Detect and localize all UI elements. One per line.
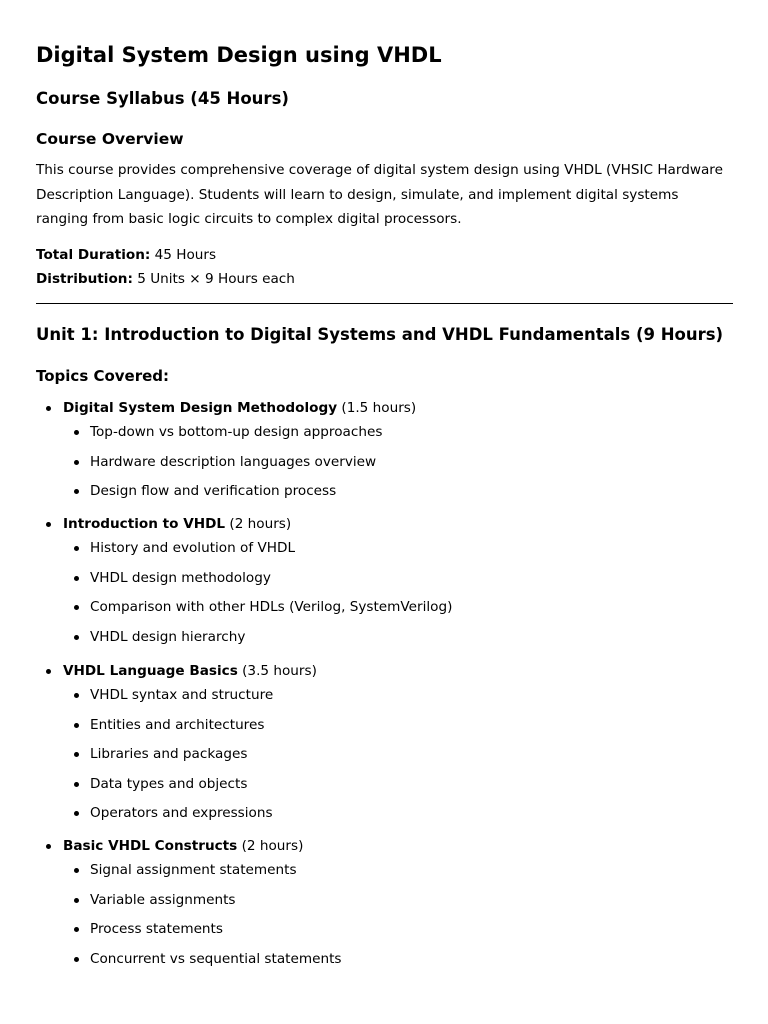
subtopic-item: Entities and architectures xyxy=(36,715,733,735)
topic-title: Digital System Design Methodology xyxy=(63,400,338,416)
topic-heading xyxy=(36,398,733,418)
topic-hours: (3.5 hours) xyxy=(237,663,317,679)
total-duration-value: 45 Hours xyxy=(150,247,217,263)
topic-title: Basic VHDL Constructs xyxy=(63,838,238,854)
topic-heading xyxy=(36,661,733,681)
topic-hours: (2 hours) xyxy=(225,516,292,532)
topic-title: Introduction to VHDL xyxy=(63,516,226,532)
subtopic-item: Design flow and verification process xyxy=(36,481,733,501)
unit-1-heading: Unit 1: Introduction to Digital Systems and VHDL Fundamentals (9 Hours) xyxy=(36,325,724,344)
distribution-value: 5 Units × 9 Hours each xyxy=(132,271,295,287)
topic-language-basics xyxy=(36,661,733,823)
topic-heading xyxy=(36,836,733,856)
subtopic-item: VHDL syntax and structure xyxy=(36,685,733,705)
topic-hours: (2 hours) xyxy=(237,838,304,854)
subtopic-item: Libraries and packages xyxy=(36,744,733,764)
distribution-line xyxy=(36,271,295,287)
subtopic-item: Concurrent vs sequential statements xyxy=(36,949,733,969)
subtopic-item: Operators and expressions xyxy=(36,803,733,823)
subtopic-item: History and evolution of VHDL xyxy=(36,538,733,558)
subtopic-item: Signal assignment statements xyxy=(36,860,733,880)
subtopic-item: VHDL design methodology xyxy=(36,568,733,588)
topic-hours: (1.5 hours) xyxy=(337,400,417,416)
subtopic-item: Process statements xyxy=(36,919,733,939)
subtopic-item: Data types and objects xyxy=(36,774,733,794)
overview-heading: Course Overview xyxy=(36,130,184,148)
total-duration-line xyxy=(36,247,216,263)
section-divider xyxy=(36,303,733,304)
topics-covered-heading: Topics Covered: xyxy=(36,367,170,385)
topic-basic-constructs xyxy=(36,836,733,969)
topic-design-methodology xyxy=(36,398,733,501)
total-duration-label: Total Duration: xyxy=(36,247,151,263)
subtopic-item: Comparison with other HDLs (Verilog, SystemVerilog) xyxy=(36,597,733,617)
topic-heading xyxy=(36,514,733,534)
syllabus-heading: Course Syllabus (45 Hours) xyxy=(36,89,289,108)
distribution-label: Distribution: xyxy=(36,271,133,287)
subtopic-item: Hardware description languages overview xyxy=(36,452,733,472)
overview-paragraph: This course provides comprehensive coverage of digital system design using VHDL (VHSIC Hardware Description Language). Students will learn to design, simulate, and implement digital systems ranging from basic logic circuits to complex digital processors. xyxy=(36,162,723,227)
document-title: Digital System Design using VHDL xyxy=(36,43,442,67)
subtopic-item: Variable assignments xyxy=(36,890,733,910)
topic-intro-vhdl xyxy=(36,514,733,647)
topic-title: VHDL Language Basics xyxy=(63,663,238,679)
subtopic-item: Top-down vs bottom-up design approaches xyxy=(36,422,733,442)
subtopic-item: VHDL design hierarchy xyxy=(36,627,733,647)
